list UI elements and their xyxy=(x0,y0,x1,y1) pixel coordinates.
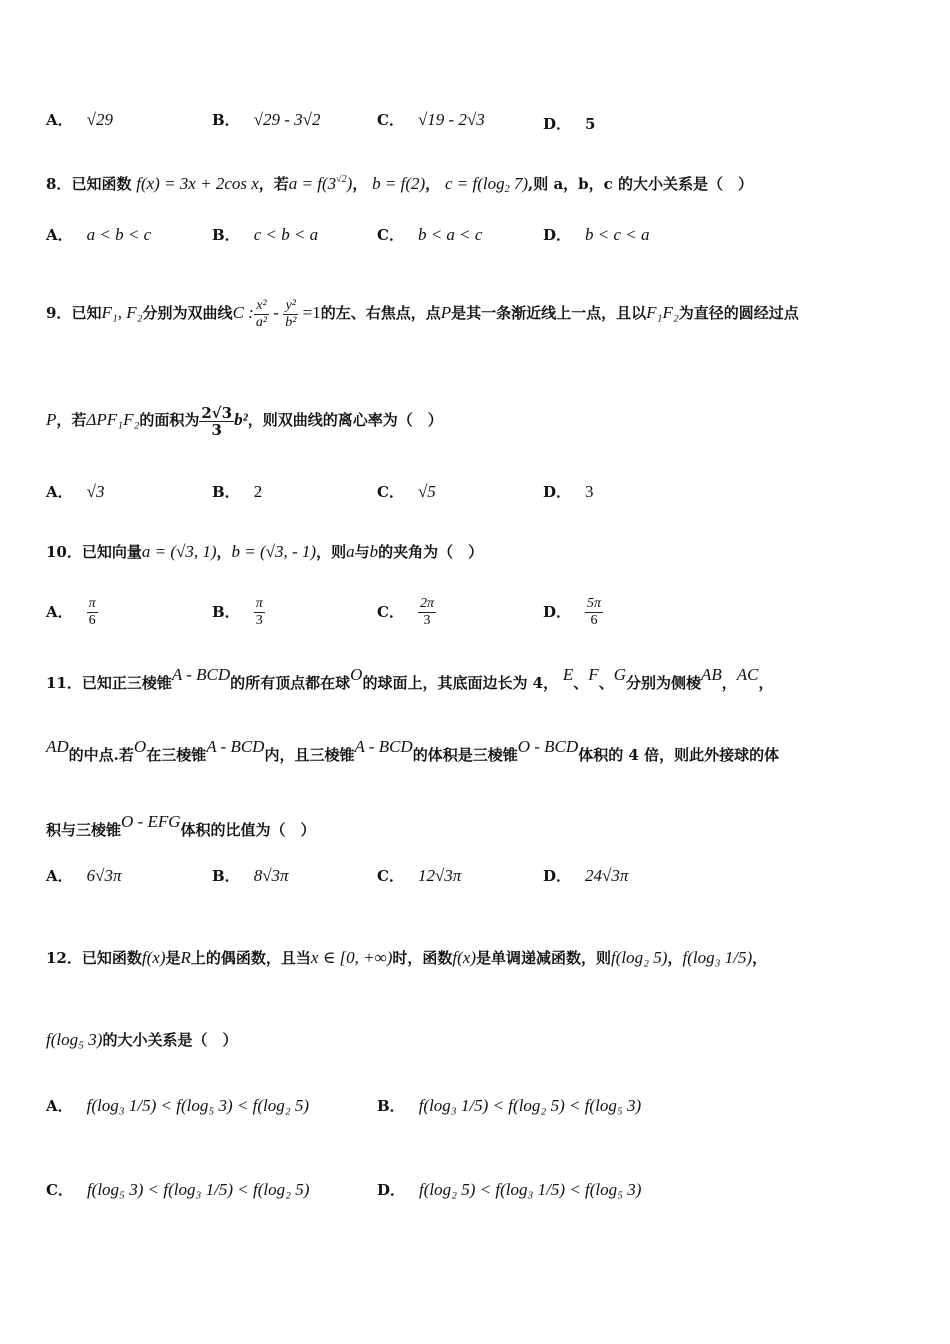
stem-text: 分别为双曲线 xyxy=(142,304,233,322)
function-fx: f(x) xyxy=(141,948,166,967)
option-label: B． xyxy=(212,483,240,501)
q12-stem-line2 xyxy=(46,1025,237,1055)
frac-den: b² xyxy=(285,314,297,330)
separator: ， xyxy=(667,949,683,967)
option-label: D． xyxy=(377,1181,406,1199)
stem-text: 已知 xyxy=(71,304,102,322)
option-value: c < b < a xyxy=(253,225,319,244)
sphere-o: O xyxy=(350,665,363,684)
stem-text: 的大小关系是（ ） xyxy=(102,1031,238,1049)
option-frac xyxy=(585,596,603,629)
option-label: D． xyxy=(543,115,572,133)
frac-den: 6 xyxy=(590,613,598,628)
f-log2-5: f(log₂ 5) xyxy=(611,948,668,967)
option-label: B． xyxy=(212,602,240,621)
option-label: C． xyxy=(377,111,404,129)
stem-text: 已知函数 xyxy=(81,949,142,967)
option-value: f(log₅ 3) < f(log₃ 1/5) < f(log₂ 5) xyxy=(86,1180,310,1199)
pyramid-abcd: A - BCD xyxy=(171,665,231,684)
stem-text: ，则双曲线的离心率为（ ） xyxy=(247,411,443,429)
q8-option-a[interactable] xyxy=(46,225,151,245)
point-e: E xyxy=(562,665,574,684)
a-def-base: a = f(3 xyxy=(288,174,337,193)
stem-text: 已知函数 xyxy=(71,175,132,193)
q12-option-d[interactable] xyxy=(377,1180,641,1200)
frac-num: 2√3 xyxy=(201,403,233,422)
option-label: A． xyxy=(46,226,73,244)
f-log5-3: f(log₅ 3) xyxy=(46,1030,103,1049)
option-label: A． xyxy=(46,867,73,885)
frac-num: y² xyxy=(283,298,298,315)
eq-c: C : xyxy=(232,303,254,322)
separator: ， xyxy=(752,949,768,967)
vector-a: a = (√3, 1) xyxy=(141,542,217,561)
q9-option-b[interactable] xyxy=(212,482,262,502)
q11-option-b[interactable] xyxy=(212,866,289,886)
stem-text: 的体积是三棱锥 xyxy=(412,746,518,764)
option-label: C． xyxy=(46,1181,73,1199)
q11-stem-line3 xyxy=(46,805,316,847)
stem-text: 体积的 4 倍，则此外接球的体 xyxy=(578,746,780,764)
q9-option-a[interactable] xyxy=(46,482,104,502)
stem-text: 是 xyxy=(165,949,181,967)
option-label: B． xyxy=(212,867,240,885)
option-value: 6√3π xyxy=(86,866,122,885)
b-def: b = f(2) xyxy=(372,174,426,193)
option-label: D． xyxy=(543,226,572,244)
frac-den: 3 xyxy=(211,420,222,439)
stem-text: 与 xyxy=(354,543,370,561)
option-frac xyxy=(418,596,436,629)
function-expr: f(x) = 3x + 2cos x xyxy=(136,174,259,193)
option-value: √3 xyxy=(86,482,105,501)
option-label: A． xyxy=(46,483,73,501)
q12-option-a[interactable] xyxy=(46,1096,309,1116)
option-label: D． xyxy=(543,483,572,501)
pyramid-oefg: O - EFG xyxy=(121,812,181,831)
frac-num: π xyxy=(88,596,96,611)
stem-text: ， xyxy=(352,175,368,193)
a-def-exponent: √2 xyxy=(336,174,347,185)
stem-text: 已知正三棱锥 xyxy=(81,674,172,692)
pyramid-abcd: A - BCD xyxy=(354,737,413,756)
frac-den: 3 xyxy=(423,613,431,628)
area-b: b² xyxy=(234,410,248,429)
stem-text: 是其一条渐近线上一点，且以 xyxy=(451,304,647,322)
option-value: 5 xyxy=(585,115,596,133)
q11-option-c[interactable] xyxy=(377,866,461,886)
point-p: P xyxy=(46,410,57,429)
separator: 、 xyxy=(573,674,589,692)
option-value: f(log₂ 5) < f(log₃ 1/5) < f(log₅ 3) xyxy=(419,1180,642,1199)
frac-den: 3 xyxy=(255,613,263,628)
sphere-o: O xyxy=(133,737,147,756)
q7-option-d[interactable] xyxy=(543,114,595,134)
option-value: √29 - 3√2 xyxy=(253,110,321,129)
option-label: B． xyxy=(377,1097,405,1115)
q11-stem-line2 xyxy=(46,730,779,772)
hyperbola-eq xyxy=(232,297,321,330)
stem-text: 的夹角为（ ） xyxy=(378,543,484,561)
foci: F₁, F₂ xyxy=(101,303,143,322)
question-number: 8． xyxy=(46,175,72,193)
eq-frac-x xyxy=(254,298,269,331)
stem-text: ， xyxy=(425,175,441,193)
option-label: D． xyxy=(543,867,572,885)
stem-text: 体积的比值为（ ） xyxy=(180,821,316,839)
option-frac xyxy=(87,596,98,629)
q12-stem-line1 xyxy=(46,940,767,976)
pyramid-abcd: A - BCD xyxy=(206,737,265,756)
option-value: f(log₃ 1/5) < f(log₅ 3) < f(log₂ 5) xyxy=(86,1096,310,1115)
frac-num: π xyxy=(255,596,263,611)
area-frac xyxy=(199,405,234,438)
stem-text: 的面积为 xyxy=(139,411,200,429)
vector-b: b = (√3, - 1) xyxy=(231,542,317,561)
stem-text: 内，且三棱锥 xyxy=(264,746,355,764)
q11-stem-line1 xyxy=(46,658,774,700)
q9-stem-line1 xyxy=(46,295,799,331)
q10-option-d[interactable] xyxy=(543,596,603,629)
option-label: C． xyxy=(377,483,404,501)
option-label: D． xyxy=(543,602,572,621)
separator: 、 xyxy=(598,674,614,692)
stem-text: 的左、右焦点，点 xyxy=(320,304,441,322)
option-value: √19 - 2√3 xyxy=(417,110,485,129)
frac-den: a² xyxy=(255,314,268,330)
q8-stem xyxy=(46,170,753,200)
option-value: √29 xyxy=(86,110,113,129)
q10-option-b[interactable] xyxy=(212,596,265,629)
stem-text: ， xyxy=(216,543,232,561)
eq-one: =1 xyxy=(302,303,321,322)
f1f2: F₁F₂ xyxy=(646,303,679,322)
symbol-b: b xyxy=(369,542,379,561)
c-def xyxy=(445,174,528,193)
option-frac xyxy=(254,596,265,629)
edge-ad: AD xyxy=(46,737,69,756)
option-label: B． xyxy=(212,111,240,129)
reals-r: R xyxy=(180,948,191,967)
stem-text: ,则 a，b，c 的大小关系是（ ） xyxy=(528,175,754,193)
f-log3-1-5: f(log₃ 1/5) xyxy=(682,948,753,967)
stem-text: ，若 xyxy=(258,175,289,193)
x-domain: x ∈ [0, +∞) xyxy=(310,948,393,967)
q11-option-a[interactable] xyxy=(46,866,122,886)
triangle: ΔPF₁F₂ xyxy=(86,410,140,429)
q8-option-c[interactable] xyxy=(377,225,482,245)
option-value: 3 xyxy=(585,482,594,501)
stem-text: 时，函数 xyxy=(392,949,453,967)
frac-den: 6 xyxy=(88,613,96,628)
eq-minus: - xyxy=(273,303,279,322)
symbol-a: a xyxy=(346,542,355,561)
point-f: F xyxy=(588,665,599,684)
a-def xyxy=(289,174,353,193)
q7-option-c[interactable] xyxy=(377,110,485,130)
option-label: A． xyxy=(46,1097,73,1115)
a-def-end: ) xyxy=(346,174,353,193)
frac-num: 2π xyxy=(419,596,434,611)
option-value: 24√3π xyxy=(585,866,629,885)
stem-text: 已知向量 xyxy=(81,543,142,561)
option-label: C． xyxy=(377,867,404,885)
question-number: 12． xyxy=(46,949,82,967)
stem-text: 为直径的圆经过点 xyxy=(678,304,799,322)
q9-option-c[interactable] xyxy=(377,482,436,502)
option-value: b < c < a xyxy=(585,225,650,244)
pyramid-obcd: O - BCD xyxy=(517,737,579,756)
separator: ， xyxy=(758,674,774,692)
q7-option-b[interactable] xyxy=(212,110,321,130)
function-fx: f(x) xyxy=(452,948,477,967)
stem-text: 的球面上，其底面边长为 4， xyxy=(362,674,559,692)
q7-option-a[interactable] xyxy=(46,110,113,130)
frac-num: x² xyxy=(254,298,269,315)
edge-ab: AB xyxy=(701,665,722,684)
c-def-base: c = f(log xyxy=(444,174,505,193)
c-def-end: 7) xyxy=(509,174,528,193)
option-label: A． xyxy=(46,111,73,129)
stem-text: 的所有顶点都在球 xyxy=(230,674,351,692)
option-value: f(log₃ 1/5) < f(log₂ 5) < f(log₅ 3) xyxy=(418,1096,642,1115)
stem-text: 上的偶函数，且当 xyxy=(190,949,311,967)
option-value: 2 xyxy=(253,482,263,501)
edge-ac: AC xyxy=(736,665,759,684)
q8-option-b[interactable] xyxy=(212,225,318,245)
q8-option-d[interactable] xyxy=(543,225,650,245)
question-number: 11． xyxy=(46,674,82,692)
stem-text: 是单调递减函数，则 xyxy=(476,949,612,967)
q9-stem-line2 xyxy=(46,400,443,440)
c-def-sub: 2 xyxy=(504,184,510,195)
q10-stem xyxy=(46,542,483,562)
question-number: 9． xyxy=(46,304,72,322)
option-label: B． xyxy=(212,226,240,244)
option-value: 12√3π xyxy=(417,866,462,885)
option-label: C． xyxy=(377,226,404,244)
point-p: P xyxy=(440,303,452,322)
q9-option-d[interactable] xyxy=(543,482,594,502)
stem-text: 积与三棱锥 xyxy=(46,821,122,839)
stem-text: ，则 xyxy=(316,543,347,561)
option-value: 8√3π xyxy=(253,866,289,885)
separator: ， xyxy=(721,674,737,692)
option-value: √5 xyxy=(417,482,436,501)
q10-option-a[interactable] xyxy=(46,596,98,629)
stem-text: 在三棱锥 xyxy=(146,746,207,764)
option-value: b < a < c xyxy=(417,225,483,244)
option-label: A． xyxy=(46,602,73,621)
q10-option-c[interactable] xyxy=(377,596,436,629)
stem-text: 分别为侧棱 xyxy=(625,674,701,692)
stem-text: 的中点.若 xyxy=(68,746,134,764)
eq-frac-y xyxy=(283,298,298,331)
frac-num: 5π xyxy=(587,596,602,611)
q11-option-d[interactable] xyxy=(543,866,628,886)
option-value: a < b < c xyxy=(86,225,152,244)
option-label: C． xyxy=(377,602,404,621)
stem-text: ，若 xyxy=(56,411,87,429)
q12-option-c[interactable] xyxy=(46,1180,309,1200)
q12-option-b[interactable] xyxy=(377,1096,641,1116)
question-number: 10． xyxy=(46,543,82,561)
point-g: G xyxy=(613,665,626,684)
